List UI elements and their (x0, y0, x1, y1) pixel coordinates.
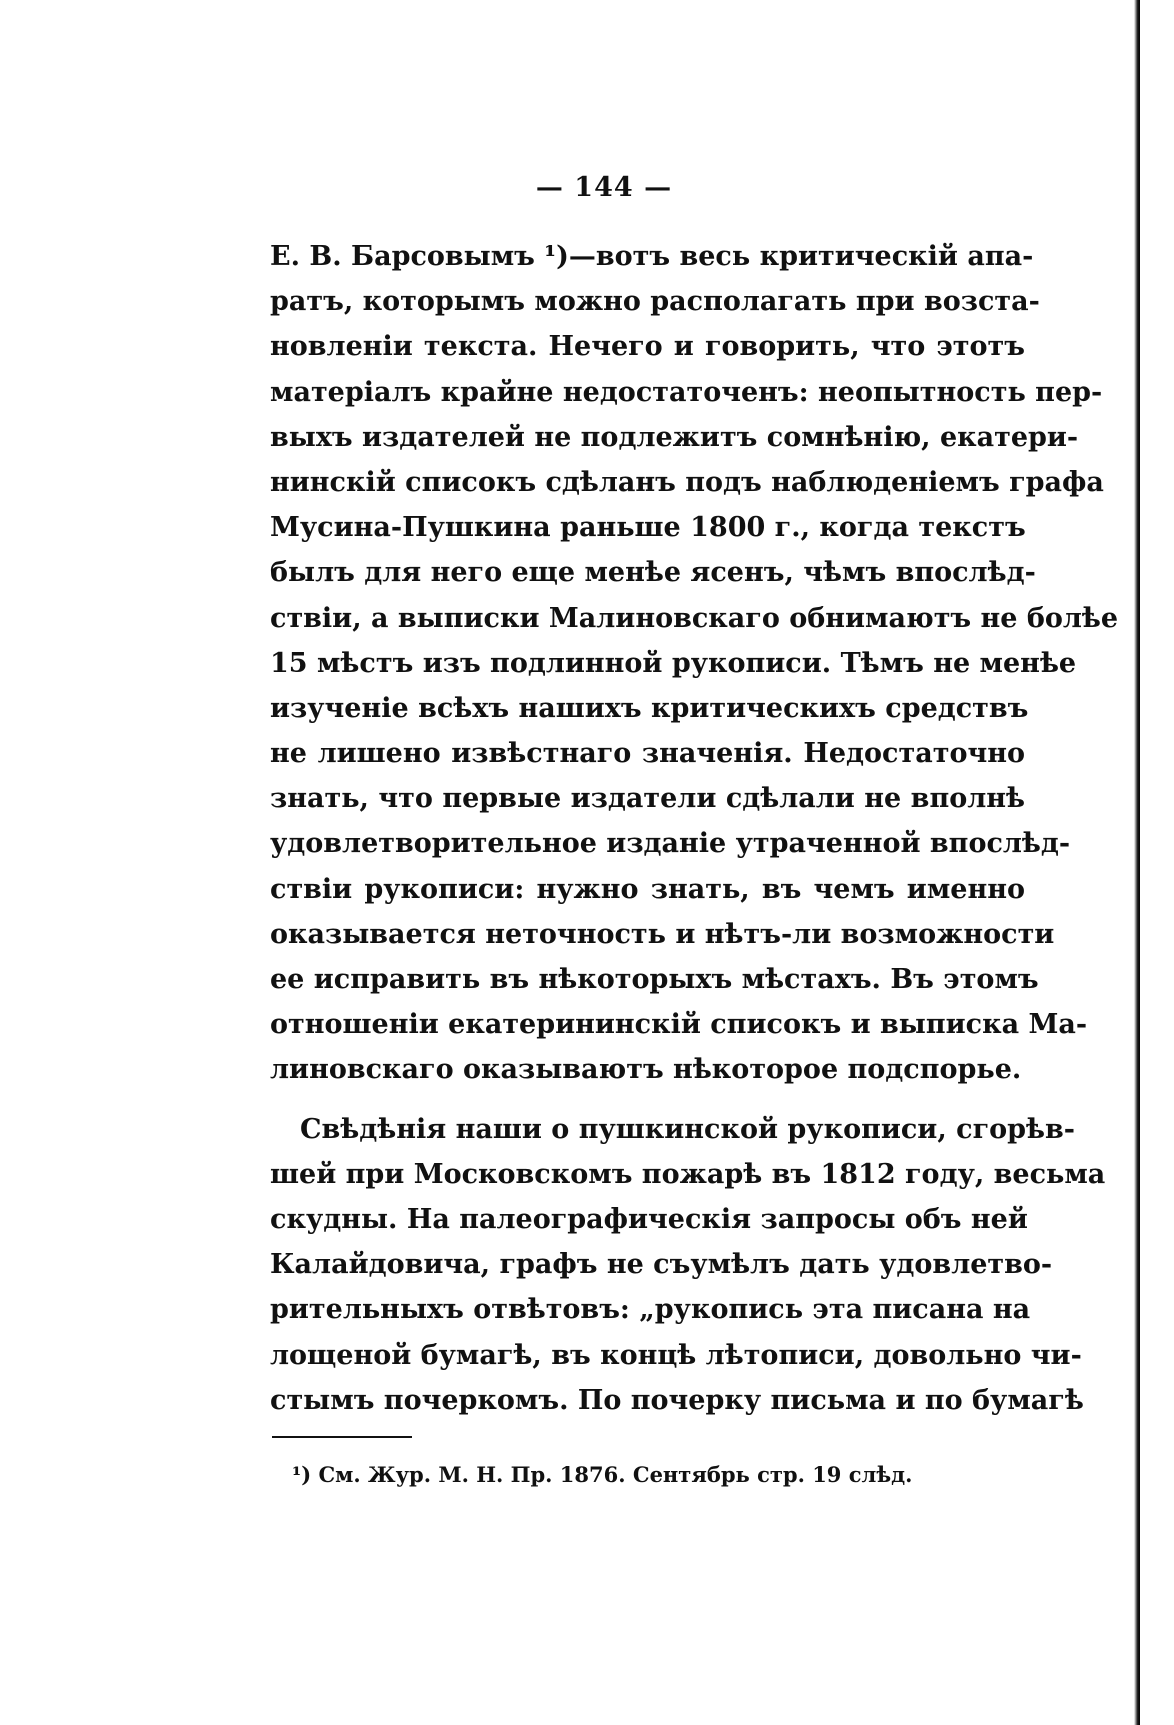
text-line: отношеніи екатерининскій списокъ и выписка Ма- (270, 1009, 1088, 1041)
text-line: удовлетворительное изданіе утраченной впослѣд- (270, 828, 1071, 860)
paragraph-2 (270, 1107, 1106, 1423)
text-line: матеріалъ крайне недостаточенъ: неопытность пер- (270, 376, 1103, 408)
text-line: ратъ, которымъ можно располагать при возста- (270, 286, 1040, 318)
text-line: Мусина-Пушкина раньше 1800 г., когда текстъ (270, 512, 1026, 544)
text-line: былъ для него еще менѣе ясенъ, чѣмъ впослѣд- (270, 557, 1036, 589)
page-number: — 144 — (535, 172, 673, 203)
text-line: Калайдовича, графъ не съумѣлъ дать удовлетво- (270, 1249, 1053, 1281)
text-line: нинскій списокъ сдѣланъ подъ наблюденіемъ графа (270, 466, 1104, 498)
paragraph-gap (270, 1093, 1025, 1107)
text-line: скудны. На палеографическія запросы объ ней (270, 1203, 1028, 1235)
text-line: выхъ издателей не подлежитъ сомнѣнію, екатери- (270, 421, 1079, 453)
text-line: новленіи текста. Нечего и говорить, что этотъ (270, 331, 1025, 363)
text-line: Свѣдѣнія наши о пушкинской рукописи, сгорѣв- (300, 1113, 1075, 1145)
text-line: ее исправить въ нѣкоторыхъ мѣстахъ. Въ этомъ (270, 964, 1039, 995)
text-line: Е. В. Барсовымъ ¹)—вотъ весь критическій апа- (270, 241, 1034, 272)
text-line: оказывается неточность и нѣтъ-ли возможности (270, 918, 1055, 950)
text-line: не лишено извѣстнаго значенія. Недостаточно (270, 738, 1025, 770)
body-text (270, 234, 1119, 1423)
footnote: ¹) См. Жур. М. Н. Пр. 1876. Сентябрь стр. 19 слѣд. (292, 1462, 913, 1487)
text-line: знать, что первые издатели сдѣлали не вполнѣ (270, 783, 1025, 815)
text-line: стымъ почеркомъ. По почерку письма и по бумагѣ (270, 1384, 1084, 1416)
scan-edge (1134, 0, 1140, 1725)
text-line: ствіи рукописи: нужно знать, въ чемъ именно (270, 873, 1025, 905)
text-line: 15 мѣстъ изъ подлинной рукописи. Тѣмъ не менѣе (270, 647, 1077, 679)
text-line: ствіи, а выписки Малиновскаго обнимаютъ не болѣе (270, 602, 1119, 634)
text-line: шей при Московскомъ пожарѣ въ 1812 году, весьма (270, 1158, 1106, 1190)
text-line: лощеной бумагѣ, въ концѣ лѣтописи, довольно чи- (270, 1339, 1082, 1371)
footnote-divider (272, 1436, 412, 1438)
paragraph-1 (270, 234, 1119, 1093)
text-line: линовскаго оказываютъ нѣкоторое подспорье. (270, 1054, 1022, 1086)
text-line: изученіе всѣхъ нашихъ критическихъ средствъ (270, 692, 1029, 724)
text-line: рительныхъ отвѣтовъ: „рукопись эта писана на (270, 1294, 1031, 1326)
